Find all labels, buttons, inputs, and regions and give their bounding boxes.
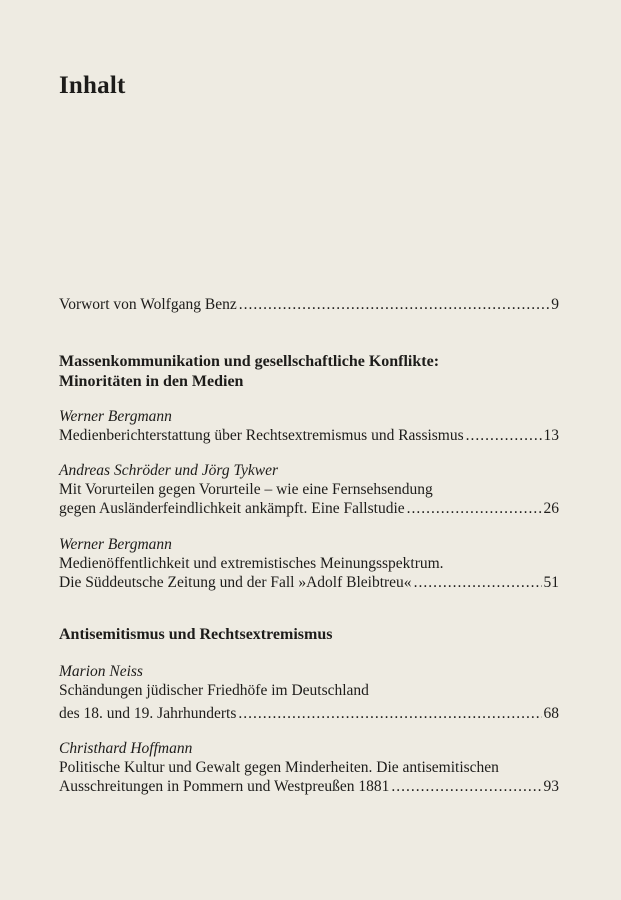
toc-entry (59, 777, 559, 796)
toc-entry (59, 704, 559, 723)
entry-title: Ausschreitungen in Pommern und Westpreußen 1881 (59, 778, 390, 795)
entry-title: Vorwort von Wolfgang Benz (59, 296, 237, 313)
toc-entry (59, 426, 559, 445)
page-number: 9 (551, 296, 559, 313)
page-number: 26 (543, 500, 559, 517)
entry-author: Christhard Hoffmann (59, 740, 193, 757)
entry-title: des 18. und 19. Jahrhunderts (59, 705, 237, 722)
dot-leader (407, 499, 542, 518)
toc-entry-foreword (59, 295, 559, 314)
entry-title-line: Schändungen jüdischer Friedhöfe im Deutschland (59, 682, 369, 699)
section-heading: Minoritäten in den Medien (59, 373, 244, 390)
entry-title-line: Mit Vorurteilen gegen Vorurteile – wie eine Fernsehsendung (59, 481, 433, 498)
toc-entry (59, 573, 559, 592)
page-number: 68 (543, 705, 559, 722)
entry-title: gegen Ausländerfeindlichkeit ankämpft. Eine Fallstudie (59, 500, 405, 517)
entry-title-line: Politische Kultur und Gewalt gegen Minderheiten. Die antisemitischen (59, 759, 499, 776)
entry-title: Die Süddeutsche Zeitung und der Fall »Adolf Bleibtreu« (59, 574, 412, 591)
page-number: 51 (543, 574, 559, 591)
dot-leader (238, 704, 541, 723)
dot-leader (466, 426, 542, 445)
entry-author: Werner Bergmann (59, 408, 172, 425)
entry-title-line: Medienöffentlichkeit und extremistisches Meinungsspektrum. (59, 555, 444, 572)
entry-title: Medienberichterstattung über Rechtsextremismus und Rassismus (59, 427, 464, 444)
page-title: Inhalt (59, 72, 126, 99)
section-heading: Antisemitismus und Rechtsextremismus (59, 626, 333, 643)
dot-leader (414, 573, 542, 592)
toc-entry (59, 499, 559, 518)
entry-author: Andreas Schröder und Jörg Tykwer (59, 462, 278, 479)
page-number: 13 (543, 427, 559, 444)
entry-author: Marion Neiss (59, 663, 143, 680)
page-number: 93 (543, 778, 559, 795)
section-heading: Massenkommunikation und gesellschaftliche Konflikte: (59, 353, 440, 370)
entry-author: Werner Bergmann (59, 536, 172, 553)
dot-leader (391, 777, 541, 796)
dot-leader (239, 295, 550, 314)
